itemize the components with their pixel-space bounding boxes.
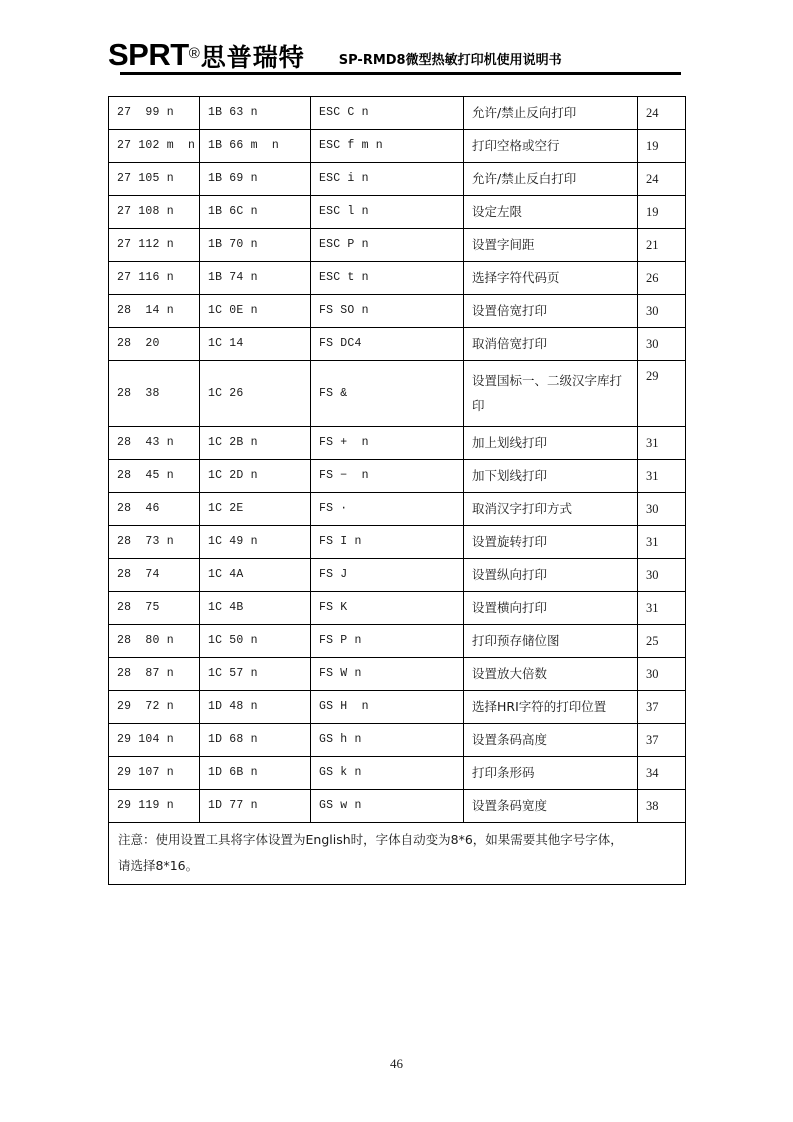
- cell-ascii: ESC l n: [311, 196, 464, 229]
- cell-decimal: 28 73 n: [109, 526, 200, 559]
- cell-decimal: 28 87 n: [109, 658, 200, 691]
- cell-ascii: FS + n: [311, 427, 464, 460]
- cell-ascii: GS k n: [311, 757, 464, 790]
- cell-ascii: ESC i n: [311, 163, 464, 196]
- brand-logo-chinese: 思普瑞特: [200, 43, 305, 72]
- cell-page: 30: [638, 658, 686, 691]
- note-line-2: 请选择8*16。: [118, 857, 199, 873]
- cell-description: 设置条码宽度: [464, 790, 638, 823]
- cell-decimal: 28 43 n: [109, 427, 200, 460]
- table-note: [109, 823, 686, 885]
- cell-ascii: FS SO n: [311, 295, 464, 328]
- table-row: [109, 97, 686, 130]
- cell-decimal: 28 74: [109, 559, 200, 592]
- cell-ascii: FS − n: [311, 460, 464, 493]
- cell-page: 30: [638, 295, 686, 328]
- cell-hex: 1C 50 n: [200, 625, 311, 658]
- cell-hex: 1B 69 n: [200, 163, 311, 196]
- cell-description: 选择HRI字符的打印位置: [464, 691, 638, 724]
- table-row: [109, 526, 686, 559]
- cell-page: 37: [638, 724, 686, 757]
- table-row: [109, 493, 686, 526]
- cell-hex: 1B 70 n: [200, 229, 311, 262]
- page-number: 46: [390, 1056, 403, 1071]
- cell-decimal: 29 119 n: [109, 790, 200, 823]
- table-row: [109, 790, 686, 823]
- table-row: [109, 691, 686, 724]
- cell-description: 设置放大倍数: [464, 658, 638, 691]
- cell-ascii: FS ·: [311, 493, 464, 526]
- cell-page: 21: [638, 229, 686, 262]
- cell-hex: 1C 0E n: [200, 295, 311, 328]
- table-row: [109, 658, 686, 691]
- cell-hex: 1D 68 n: [200, 724, 311, 757]
- table-row: [109, 295, 686, 328]
- cell-description: 设置条码高度: [464, 724, 638, 757]
- cell-decimal: 28 14 n: [109, 295, 200, 328]
- cell-ascii: FS W n: [311, 658, 464, 691]
- cell-description: 加下划线打印: [464, 460, 638, 493]
- cell-ascii: FS &: [311, 361, 464, 427]
- cell-decimal: 27 102 m n: [109, 130, 200, 163]
- cell-description: 允许/禁止反向打印: [464, 97, 638, 130]
- cell-page: 31: [638, 427, 686, 460]
- cell-decimal: 28 38: [109, 361, 200, 427]
- cell-page: 25: [638, 625, 686, 658]
- cell-hex: 1C 57 n: [200, 658, 311, 691]
- cell-description: 设置横向打印: [464, 592, 638, 625]
- cell-ascii: FS P n: [311, 625, 464, 658]
- note-line-1: 注意：使用设置工具将字体设置为English时，字体自动变为8*6，如果需要其他字号字体，: [118, 832, 623, 847]
- cell-ascii: GS w n: [311, 790, 464, 823]
- cell-decimal: 28 75: [109, 592, 200, 625]
- cell-hex: 1B 66 m n: [200, 130, 311, 163]
- table-row: [109, 427, 686, 460]
- cell-hex: 1D 48 n: [200, 691, 311, 724]
- cell-decimal: 28 80 n: [109, 625, 200, 658]
- cell-decimal: 28 20: [109, 328, 200, 361]
- cell-description: 设定左限: [464, 196, 638, 229]
- table-row: [109, 559, 686, 592]
- cell-page: 31: [638, 460, 686, 493]
- table-row: [109, 328, 686, 361]
- cell-description: 打印条形码: [464, 757, 638, 790]
- cell-description: 设置旋转打印: [464, 526, 638, 559]
- cell-description: 加上划线打印: [464, 427, 638, 460]
- table-row: [109, 757, 686, 790]
- table-row: [109, 229, 686, 262]
- table-row: [109, 361, 686, 427]
- cell-hex: 1C 4B: [200, 592, 311, 625]
- cell-decimal: 27 108 n: [109, 196, 200, 229]
- cell-ascii: FS J: [311, 559, 464, 592]
- cell-description: 取消汉字打印方式: [464, 493, 638, 526]
- cell-ascii: ESC f m n: [311, 130, 464, 163]
- cell-decimal: 29 107 n: [109, 757, 200, 790]
- header-row: [108, 26, 685, 70]
- registered-trademark-icon: ®: [188, 45, 200, 62]
- cell-hex: 1C 2E: [200, 493, 311, 526]
- cell-page: 24: [638, 163, 686, 196]
- table-row: [109, 163, 686, 196]
- cell-description: 取消倍宽打印: [464, 328, 638, 361]
- cell-hex: 1C 4A: [200, 559, 311, 592]
- cell-decimal: 29 104 n: [109, 724, 200, 757]
- table-body: [109, 97, 686, 885]
- cell-hex: 1C 14: [200, 328, 311, 361]
- table-row: [109, 196, 686, 229]
- table-row: [109, 592, 686, 625]
- header-divider: [120, 72, 681, 75]
- command-reference-table: [108, 96, 686, 885]
- cell-hex: 1D 77 n: [200, 790, 311, 823]
- cell-hex: 1B 74 n: [200, 262, 311, 295]
- cell-decimal: 27 99 n: [109, 97, 200, 130]
- cell-description: 设置纵向打印: [464, 559, 638, 592]
- cell-decimal: 27 105 n: [109, 163, 200, 196]
- cell-description: 选择字符代码页: [464, 262, 638, 295]
- cell-page: 30: [638, 559, 686, 592]
- table-row: [109, 625, 686, 658]
- table-row: [109, 460, 686, 493]
- table-note-row: [109, 823, 686, 885]
- cell-ascii: ESC C n: [311, 97, 464, 130]
- cell-hex: 1D 6B n: [200, 757, 311, 790]
- cell-description: 设置倍宽打印: [464, 295, 638, 328]
- cell-ascii: FS K: [311, 592, 464, 625]
- cell-decimal: 27 112 n: [109, 229, 200, 262]
- cell-description: 设置字间距: [464, 229, 638, 262]
- cell-page: 24: [638, 97, 686, 130]
- cell-ascii: ESC t n: [311, 262, 464, 295]
- cell-decimal: 29 72 n: [109, 691, 200, 724]
- cell-page: 37: [638, 691, 686, 724]
- cell-hex: 1C 2D n: [200, 460, 311, 493]
- cell-hex: 1C 49 n: [200, 526, 311, 559]
- cell-page: 31: [638, 526, 686, 559]
- cell-page: 19: [638, 196, 686, 229]
- cell-ascii: GS H n: [311, 691, 464, 724]
- cell-hex: 1B 6C n: [200, 196, 311, 229]
- cell-hex: 1C 26: [200, 361, 311, 427]
- cell-page: 29: [638, 361, 686, 427]
- cell-page: 26: [638, 262, 686, 295]
- cell-ascii: FS DC4: [311, 328, 464, 361]
- cell-hex: 1C 2B n: [200, 427, 311, 460]
- cell-decimal: 28 45 n: [109, 460, 200, 493]
- cell-ascii: GS h n: [311, 724, 464, 757]
- brand-logo-latin: SPRT: [108, 37, 189, 72]
- cell-page: 38: [638, 790, 686, 823]
- cell-page: 30: [638, 493, 686, 526]
- cell-hex: 1B 63 n: [200, 97, 311, 130]
- cell-decimal: 27 116 n: [109, 262, 200, 295]
- cell-decimal: 28 46: [109, 493, 200, 526]
- cell-description: 打印空格或空行: [464, 130, 638, 163]
- table-row: [109, 130, 686, 163]
- table-row: [109, 262, 686, 295]
- cell-description: 打印预存储位图: [464, 625, 638, 658]
- table-row: [109, 724, 686, 757]
- cell-page: 31: [638, 592, 686, 625]
- cell-page: 19: [638, 130, 686, 163]
- manual-title: SP-RMD8微型热敏打印机使用说明书: [338, 53, 562, 68]
- cell-description: 设置国标一、二级汉字库打印: [464, 361, 638, 427]
- cell-ascii: ESC P n: [311, 229, 464, 262]
- cell-ascii: FS I n: [311, 526, 464, 559]
- cell-description: 允许/禁止反白打印: [464, 163, 638, 196]
- cell-page: 34: [638, 757, 686, 790]
- cell-page: 30: [638, 328, 686, 361]
- page-header: [108, 26, 685, 74]
